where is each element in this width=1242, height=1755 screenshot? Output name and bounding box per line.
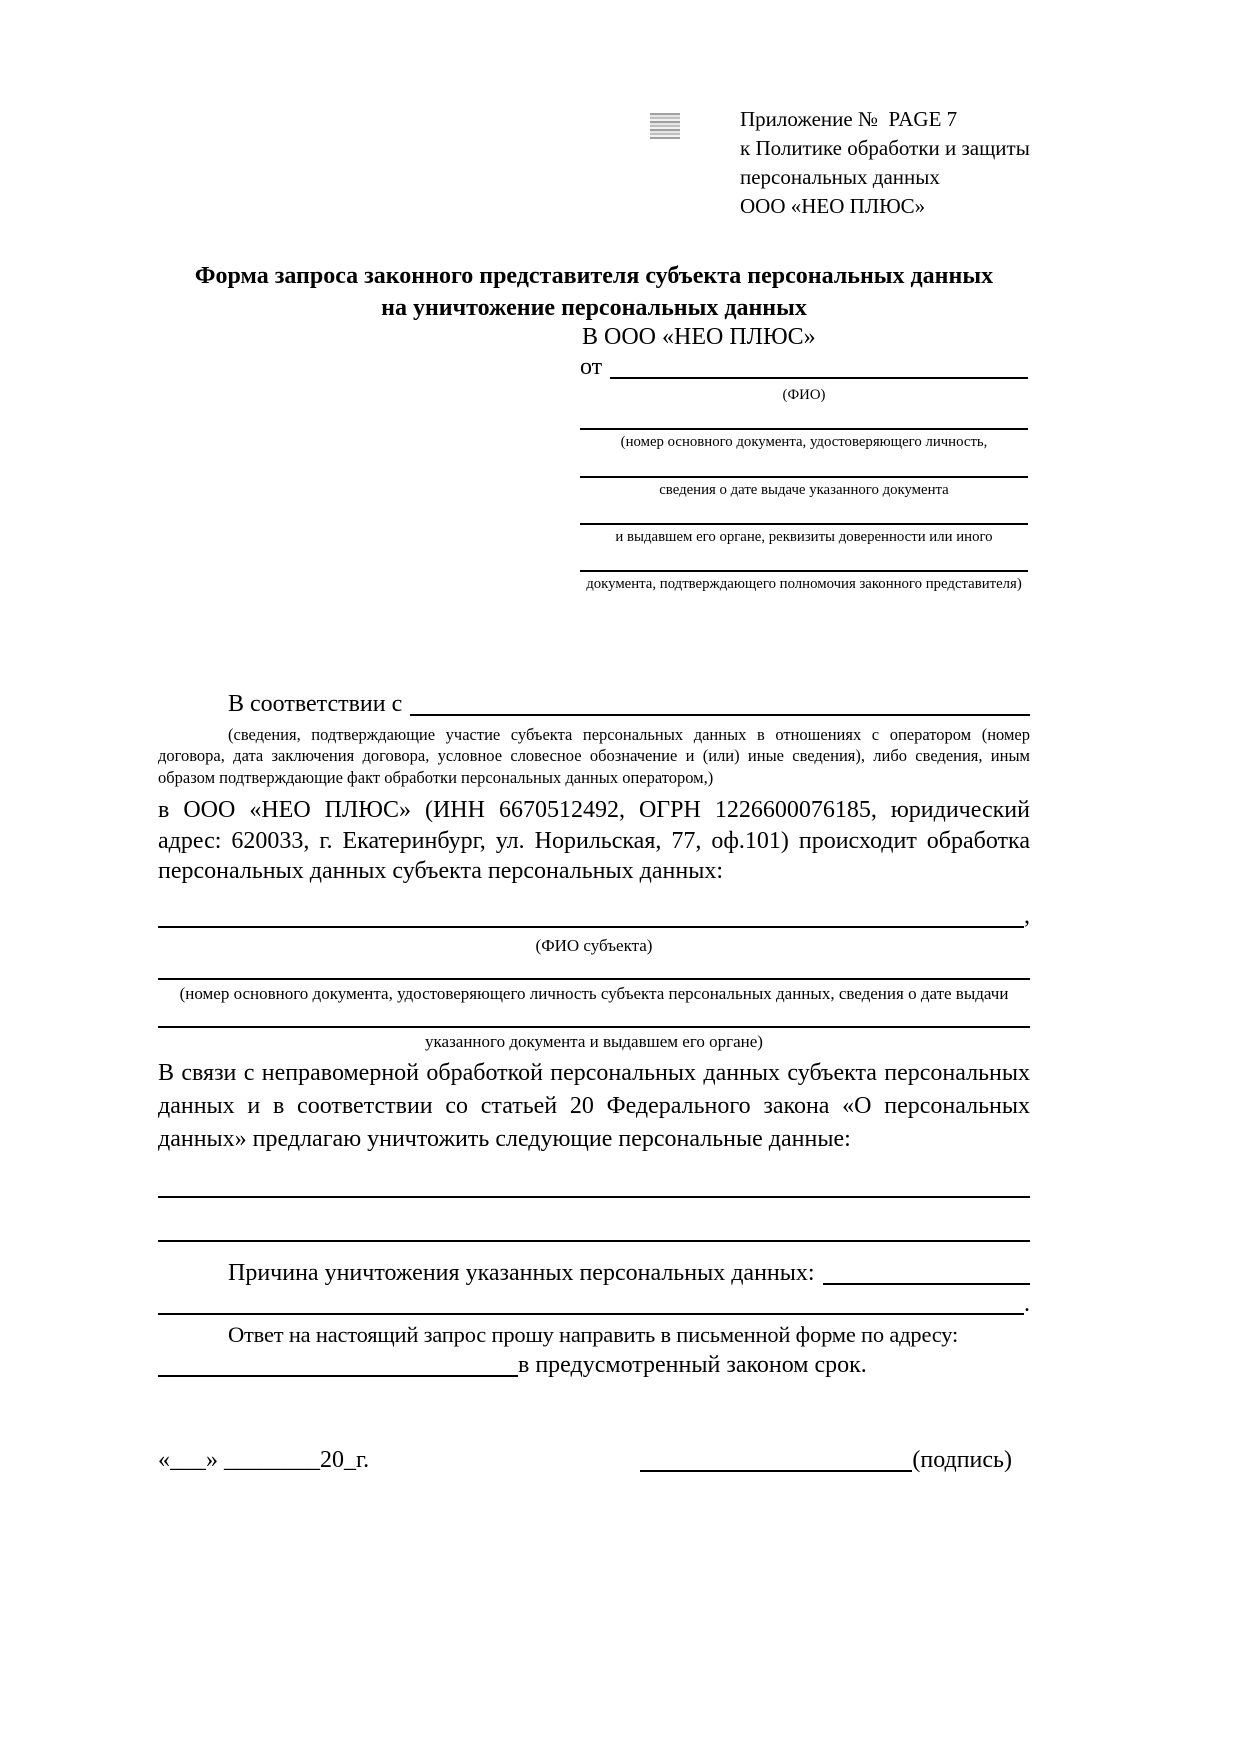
destruction-reason-field-2[interactable] — [158, 1289, 1024, 1316]
addressee-org: В ООО «НЕО ПЛЮС» — [582, 324, 816, 351]
policy-line-1: к Политике обработки и защиты — [740, 135, 1030, 160]
title-line-1: Форма запроса законного представителя субъекта персональных данных — [194, 262, 994, 289]
doc-caption-4: документа, подтверждающего полномочия законного представителя) — [586, 576, 1022, 593]
signature-caption: (подпись) — [912, 1446, 1012, 1473]
trailing-period: . — [1024, 1290, 1030, 1317]
representative-attorney-doc-field[interactable] — [580, 546, 1028, 572]
appendix-label: Приложение № PAGE 7 — [740, 107, 958, 131]
subject-doc-issue-field[interactable] — [158, 1004, 1030, 1028]
representative-fio-field[interactable] — [610, 352, 1028, 379]
accordance-details-field[interactable] — [410, 689, 1030, 716]
addressee-block — [580, 324, 1028, 594]
document-header — [158, 105, 1030, 221]
title-line-2: на уничтожение персональных данных — [381, 294, 807, 321]
from-row — [580, 352, 1028, 383]
reason-row-2 — [158, 1289, 1030, 1320]
unlawful-paragraph: В связи с неправомерной обработкой персональных данных субъекта персональных данных и в соответствии со статьей 20 Федерального закона «О персональных данных» предлагаю уничтожить следующие персональные данные: — [158, 1059, 1030, 1152]
doc-caption-3: и выдавшем его органе, реквизиты доверенности или иного — [615, 528, 993, 545]
accordance-note: (сведения, подтверждающие участие субъекта персональных данных в отношениях с оператором (номер договора, дата заключения договора, условное словесное обозначение и (или) иные сведения), либо сведения, иным образом подтверждающие факт обработки персональных данных оператором,) — [158, 724, 1030, 788]
reason-row — [158, 1258, 1030, 1289]
accordance-label: В соответствии с — [228, 690, 403, 717]
fio-caption: (ФИО) — [782, 386, 826, 403]
signature-group — [640, 1445, 1012, 1476]
footer-row — [158, 1445, 1030, 1476]
answer-paragraph: Ответ на настоящий запрос прошу направить в письменной форме по адресу: — [228, 1322, 959, 1348]
field-code-artifact-icon — [650, 113, 680, 139]
subject-fio-row — [158, 901, 1030, 932]
subject-fio-field[interactable] — [158, 901, 1024, 928]
date-field[interactable]: «___» ________20_г. — [158, 1446, 370, 1473]
operator-paragraph: в ООО «НЕО ПЛЮС» (ИНН 6670512492, ОГРН 1226600076185, юридический адрес: 620033, г. Екатеринбург, ул. Норильская, 77, оф.101) происходит обработка персональных данных субъекта персональных данных: — [158, 796, 1030, 885]
personal-data-field-2[interactable] — [158, 1198, 1030, 1242]
reason-label: Причина уничтожения указанных персональных данных: — [228, 1259, 815, 1286]
trailing-comma: , — [1024, 903, 1030, 930]
destruction-reason-field[interactable] — [823, 1258, 1030, 1285]
representative-doc-date-field[interactable] — [580, 452, 1028, 478]
from-label: от — [580, 353, 603, 380]
policy-line-2: персональных данных — [740, 164, 940, 189]
document-title — [158, 261, 1030, 324]
subject-fio-caption: (ФИО субъекта) — [535, 935, 653, 955]
personal-data-field-1[interactable] — [158, 1156, 1030, 1198]
doc-caption-1: (номер основного документа, удостоверяющего личность, — [620, 434, 988, 451]
response-address-field[interactable] — [158, 1350, 518, 1377]
signature-field[interactable] — [640, 1445, 912, 1472]
answer-address-row — [158, 1350, 1030, 1381]
representative-doc-number-field[interactable] — [580, 404, 1028, 430]
answer-suffix: в предусмотренный законом срок. — [518, 1352, 867, 1379]
subject-doc-caption-2: указанного документа и выдавшем его органе) — [425, 1032, 763, 1052]
org-name: ООО «НЕО ПЛЮС» — [740, 193, 926, 218]
subject-doc-caption-1: (номер основного документа, удостоверяющего личность субъекта персональных данных, сведения о дате выдачи — [179, 984, 1009, 1004]
appendix-block — [740, 105, 1030, 221]
accordance-row — [158, 689, 1030, 720]
subject-doc-number-field[interactable] — [158, 956, 1030, 980]
representative-doc-authority-field[interactable] — [580, 499, 1028, 525]
doc-caption-2: сведения о дате выдаче указанного документа — [659, 481, 949, 498]
